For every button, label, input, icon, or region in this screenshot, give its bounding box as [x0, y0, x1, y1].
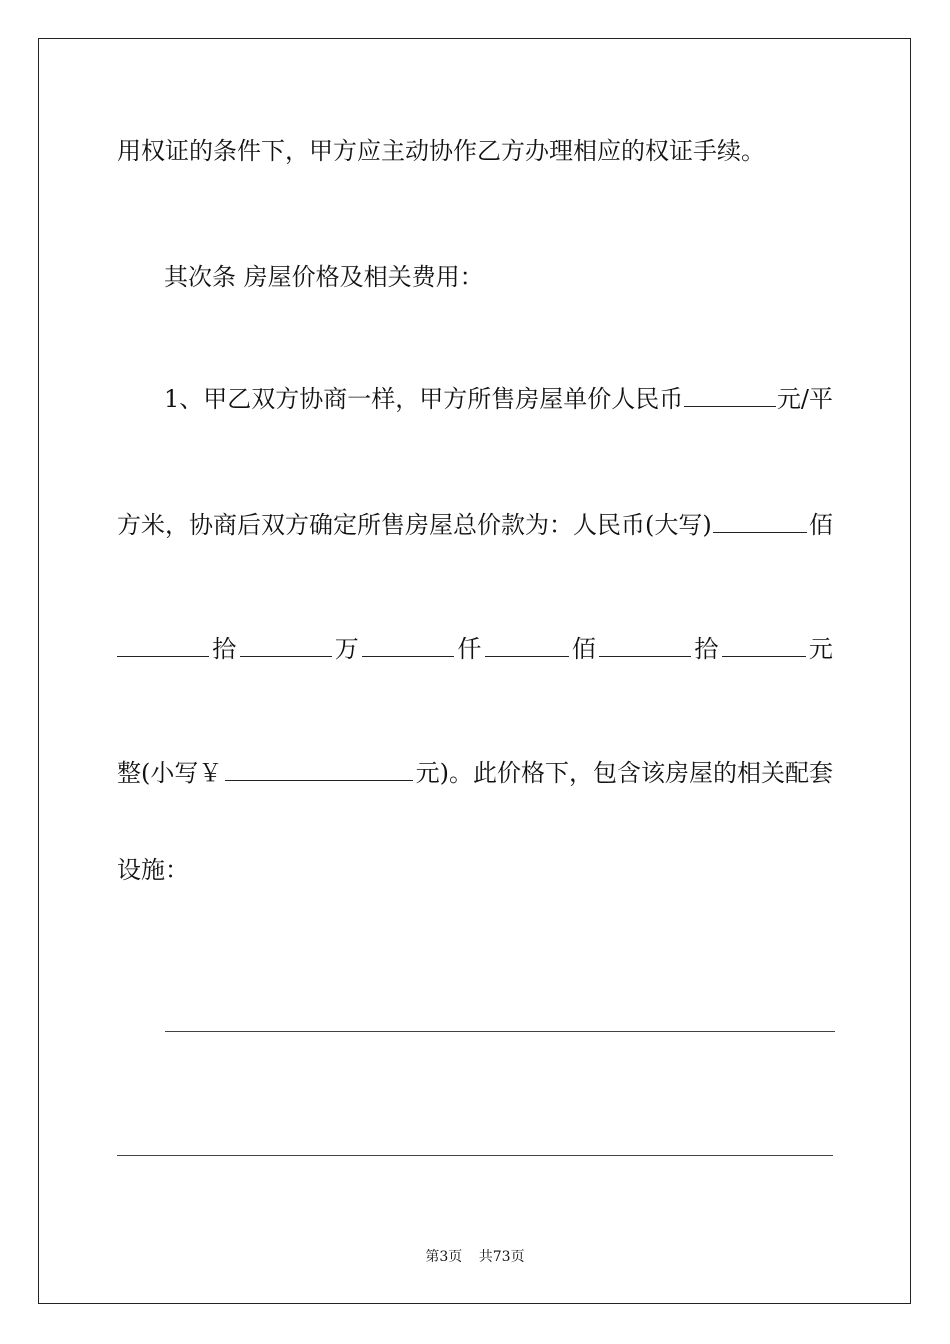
facilities-fill-line-2[interactable] — [117, 1155, 833, 1156]
amount-blank-6[interactable] — [722, 634, 806, 657]
total-price-text: 方米，协商后双方确定所售房屋总价款为：人民币(大写) — [117, 511, 712, 539]
text-line-3 — [164, 384, 833, 414]
amount-units-line — [117, 634, 833, 664]
page-total: 共73页 — [478, 1249, 525, 1265]
text-line-4 — [117, 510, 833, 540]
unit-price-unit: 元/平 — [776, 385, 833, 413]
unit-label: 元 — [808, 635, 833, 663]
amount-blank-5[interactable] — [599, 634, 691, 657]
unit-label: 万 — [334, 635, 359, 663]
lowercase-amount-label: 整(小写￥ — [117, 759, 223, 787]
price-includes-text: 元)。此价格下，包含该房屋的相关配套 — [415, 759, 833, 787]
page-border — [38, 38, 911, 1304]
text-line-1: 用权证的条件下，甲方应主动协作乙方办理相应的权证手续。 — [117, 137, 765, 165]
amount-blank-3[interactable] — [362, 634, 454, 657]
total-hundred-blank[interactable] — [713, 510, 807, 533]
unit-label: 佰 — [571, 635, 596, 663]
amount-blank-2[interactable] — [240, 634, 332, 657]
page-footer — [0, 1246, 950, 1266]
facilities-fill-line-1[interactable] — [165, 1031, 835, 1032]
section-heading: 其次条 房屋价格及相关费用： — [164, 263, 484, 291]
lowercase-amount-blank[interactable] — [225, 758, 413, 781]
unit-bai-1: 佰 — [808, 511, 833, 539]
unit-price-blank[interactable] — [684, 384, 776, 407]
unit-label: 仟 — [457, 635, 482, 663]
facilities-label: 设施： — [117, 856, 189, 884]
page-number: 第3页 — [425, 1249, 463, 1265]
amount-blank-4[interactable] — [485, 634, 569, 657]
unit-price-text: 1、甲乙双方协商一样，甲方所售房屋单价人民币 — [164, 385, 684, 413]
unit-label: 拾 — [694, 635, 719, 663]
unit-label: 拾 — [212, 635, 237, 663]
text-line-6 — [117, 758, 833, 788]
amount-blank-1[interactable] — [117, 634, 209, 657]
